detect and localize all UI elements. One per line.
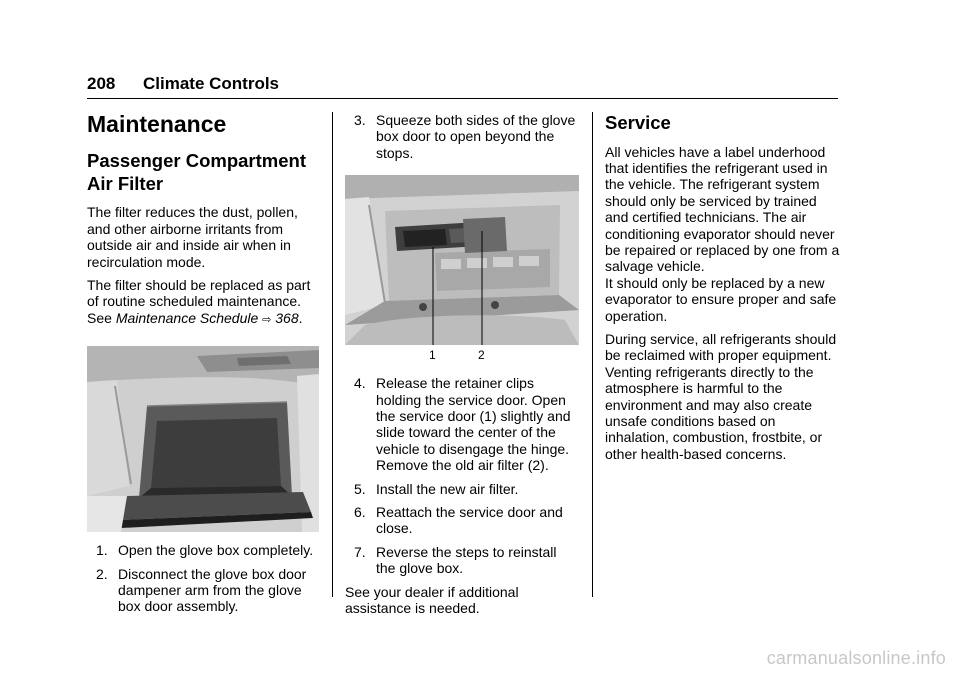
step-3-number: 3. — [354, 112, 366, 128]
step-1-number: 1. — [96, 542, 108, 559]
step-5-text: Install the new air filter. — [376, 480, 519, 497]
filter-intro-paragraph: The filter reduces the dust, pollen, and other airborne irritants from outside air and inside air when in recirculation mode. — [87, 204, 298, 270]
page-header — [87, 70, 838, 99]
air-filter-heading-line1: Passenger Compartment — [87, 150, 306, 172]
maintenance-heading: Maintenance — [87, 111, 227, 137]
step-4-text: Release the retainer clips holding the service door. Open the service door (1) slightly and slide toward the center of the vehicle to disengage the hinge. Remove the old air filter (2). — [376, 375, 571, 474]
dealer-assistance-paragraph: See your dealer if additional assistance is needed. — [345, 583, 519, 617]
filter-replace-paragraph — [87, 277, 319, 328]
page-reference-icon: ⇨ — [262, 313, 272, 326]
service-door-figure — [345, 175, 579, 365]
column-right — [605, 112, 840, 469]
column-divider-1 — [332, 112, 333, 597]
step-7-number: 7. — [354, 543, 366, 560]
watermark: carmanualsonline.info — [766, 648, 946, 668]
step-2 — [87, 566, 319, 615]
step-5 — [345, 481, 579, 497]
step-5-number: 5. — [354, 480, 366, 497]
step-7 — [345, 544, 579, 577]
air-filter-heading-line2: Air Filter — [87, 172, 164, 194]
step-3 — [345, 112, 579, 161]
air-filter-heading — [87, 150, 319, 195]
step-2-number: 2. — [96, 565, 108, 582]
column-left — [87, 112, 319, 622]
step-3-text: Squeeze both sides of the glove box door to open beyond the stops. — [376, 112, 576, 161]
step-6-number: 6. — [354, 504, 366, 521]
filter-replace-period: . — [298, 309, 303, 326]
maintenance-schedule-link[interactable]: Maintenance Schedule — [115, 309, 259, 326]
step-7-text: Reverse the steps to reinstall the glove box. — [376, 543, 557, 577]
figure-callout-2: 2 — [478, 348, 485, 363]
step-2-text: Disconnect the glove box door dampener arm from the glove box door assembly. — [118, 565, 307, 615]
column-middle — [345, 112, 579, 624]
service-paragraph-1: All vehicles have a label underhood that identifies the refrigerant used in the vehicle. The refrigerant system should only be serviced by trained and certified technicians. The air conditioning evaporator should never be repaired or replaced by one from a salvage vehicle. — [605, 143, 840, 275]
service-door-illustration — [345, 175, 579, 345]
glove-box-open-figure — [87, 346, 319, 532]
section-title: Climate Controls — [143, 74, 280, 93]
service-heading: Service — [605, 112, 671, 133]
figure-callout-1: 1 — [429, 348, 436, 363]
service-paragraph-1b: It should only be replaced by a new evaporator to ensure proper and safe operation. — [605, 274, 837, 324]
service-paragraph-2: During service, all refrigerants should be reclaimed with proper equipment. Venting refrigerants directly to the atmosphere is harmful to the environment and may also create unsafe conditions based on inhalation, combustion, frostbite, or other health-based concerns. — [605, 331, 837, 462]
maintenance-schedule-page[interactable]: 368 — [275, 309, 299, 326]
step-4-number: 4. — [354, 375, 366, 392]
step-4 — [345, 375, 579, 473]
step-6 — [345, 504, 579, 537]
step-1 — [87, 542, 319, 558]
column-divider-2 — [592, 112, 593, 597]
step-6-text: Reattach the service door and close. — [376, 504, 563, 537]
page-number: 208 — [87, 74, 116, 93]
glove-box-open-illustration — [87, 346, 319, 532]
filter-replace-text: The filter should be replaced as part of routine scheduled maintenance. See — [87, 277, 311, 326]
step-1-text: Open the glove box completely. — [118, 542, 314, 559]
